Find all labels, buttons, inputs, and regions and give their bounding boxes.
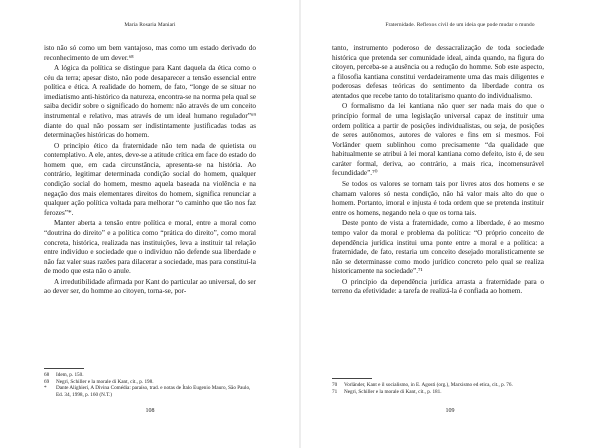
right-body-text	[332, 44, 544, 297]
paragraph: Se todos os valores se tornam tais por livres atos dos homens e se chamam valores só nesta condição, não há valor mais alto do que o homem. Portanto, imoral e injusta é toda ordem que se pretenda instituir entre os homens, negando nela o que os torna tais.	[332, 180, 544, 217]
footnote-text: Negri, Schiller e la morale di Kant, cit., p. 198.	[56, 378, 154, 385]
footnote-text: Vorländer, Kant e il socialismo, in E. Agosti (org.), Marxismo ed etica, cit., p. 76.	[344, 382, 513, 388]
paragraph: isto não só como um bem vantajoso, mas como um estado derivado do reconhecimento de um dever.⁶⁸	[44, 44, 256, 62]
left-page-number: 108	[145, 408, 155, 414]
paragraph: O princípio da dependência jurídica arrasta a fraternidade para o terreno da efetividade: a tarefa de realizá-la é confiada ao homem.	[332, 277, 544, 296]
footnote-text: Dante Alighieri, A Divina Comédia: paraíso, trad. e notas de Ítalo Eugenio Mauro, São Paulo, Ed. 34, 1998, p. 160 (N.T.)	[56, 385, 251, 399]
footnote	[44, 372, 256, 379]
paragraph: Manter aberta a tensão entre política e moral, entre a moral como “doutrina do direito” e a política como “prática do direito”, como moral concreta, histórica, realizada nas instituições, leva a instituir tal relação entre indivíduo e sociedade que o indivíduo não defende sua liberdade e não faz valer suas razões para dilacerar a sociedade, mas para constituí-la de modo que esta não o anule.	[44, 219, 256, 276]
footnote-number: 68	[44, 372, 50, 378]
footnote-rule	[332, 378, 372, 379]
footnote-number: 71	[332, 388, 338, 395]
right-footnotes	[332, 378, 544, 395]
right-page-number: 109	[445, 408, 455, 414]
footnote-number: *	[44, 385, 47, 392]
footnote	[332, 382, 544, 389]
footnote-text: Idem, p. 150.	[56, 372, 84, 378]
paragraph: O formalismo da lei kantiana não quer ser nada mais do que o princípio formal de uma legislação universal capaz de instituir uma ordem política a partir de posições individualistas, ou seja, de posições de seres autônomos, autores de valores e fins em si mesmos. Foi Vorländer quem sublinhou como precisamente “da qualidade que habitualmente se atribui à lei moral kantiana como defeito, isto é, de seu caráter formal, deriva, ao contrário, a mais rica, incomensurável fecundidade”.⁷⁰	[332, 102, 544, 178]
right-page	[300, 0, 600, 448]
paragraph: tanto, instrumento poderoso de dessacralização de toda sociedade histórica que pretenda ser comunidade ideal, ainda quando, na figura do citoyen, perceba-se a ausência ou a redução do homme. Sob este aspecto, a filosofia kantiana constitui verdadeiramente uma das mais diligentes e poderosas defesas teóricas do sentimento da liberdade contra os atentados que recebe tanto do totalitarismo quanto do individualismo.	[332, 44, 544, 100]
paragraph: A irredutibilidade afirmada por Kant do particular ao universal, do ser ao dever ser, do homme ao citoyen, torna-se, por-	[44, 277, 256, 296]
footnote-number: 69	[44, 378, 50, 385]
left-body-text	[44, 44, 256, 297]
left-footnotes	[44, 368, 256, 399]
paragraph: A lógica da política se distingue para Kant daquela da ética como o céu da terra; apesar disto, não pode desaparecer a tensão essencial entre política e ética. A realidade do homem, de fato, “longe de se situar no imediatismo anti-histórico da natureza, encontra-se na norma pela qual se saiba decidir sobre o significado do homem: não através de um conceito instrumental e relativo, mas através de um ideal humano regulador”⁶⁹ diante do qual não possam ser indistintamente justificadas todas as determinações históricas do homem.	[44, 64, 256, 140]
footnote-text: Negri, Schiller e la morale di Kant, cit., p. 181.	[344, 388, 442, 395]
footnote-rule	[44, 368, 84, 369]
footnote	[44, 385, 256, 398]
left-running-head: Maria Rosaria Maniari	[124, 22, 176, 28]
footnote-number: 70	[332, 382, 338, 388]
right-running-head: Fraternidade. Reflexos civil de um ideia que pode mudar o mundo	[385, 22, 535, 28]
paragraph: Deste ponto de vista a fraternidade, como a liberdade, é ao mesmo tempo valor da moral e problema da política: “O próprio conceito de dependência jurídica institui uma ponte entre a moral e a política: a fraternidade, de fato, restaria um conceito desejado moralisticamente se não se determinasse como modo jurídico concreto pelo qual se realiza historicamente na sociedade”.⁷¹	[332, 219, 544, 276]
paragraph: O princípio ético da fraternidade não tem nada de quietista ou contemplativo. A ele, antes, deve-se a atitude crítica em face do estado do homem que, em cada circunstância, apresenta-se na história. Ao contrário, legitimar determinada condição social do homem, qualquer condição social do homem, mesmo aquela baseada na violência e na negação dos mais elementares direitos do homem, significa renunciar a qualquer ação política voltada para melhorar “o caminho que tão nos faz ferozes”*.	[44, 141, 256, 217]
footnote	[332, 389, 544, 396]
